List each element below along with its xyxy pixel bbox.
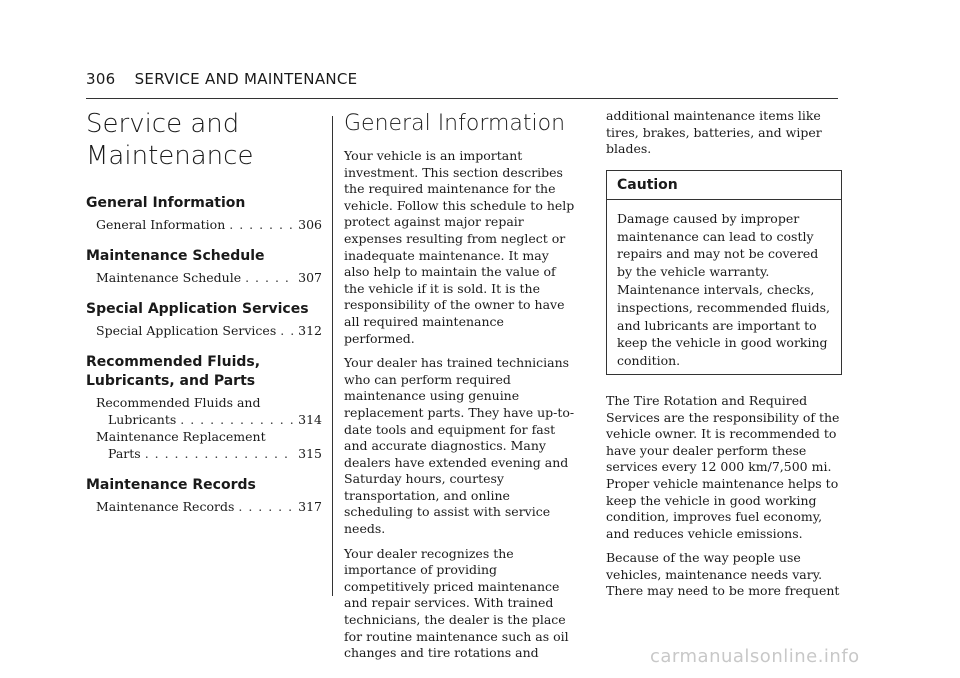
paragraph: Your dealer recognizes the importance of providing competitively priced maintenance and repair services. With trained technicians, the dealer is the place for routine maintenance such as oil changes and tire rotations and (344, 545, 569, 661)
watermark: carmanualsonline.info (650, 646, 860, 667)
toc-entry-recommended-fluids-lubricants[interactable]: Recommended Fluids and Lubricants . . . 314 (86, 394, 322, 428)
article-column-2 (606, 108, 842, 608)
toc-entry-general-information[interactable]: General Information . . . 306 (86, 216, 322, 233)
article-column-1 (344, 108, 576, 670)
page-number: 306 (86, 70, 116, 88)
caution-text: Damage caused by improper maintenance can lead to costly repairs and may not be covered by the vehicle warranty. Maintenance intervals, checks, inspections, recommended fluids, and lubricants are important to keep the vehicle in good working condition. (617, 210, 831, 369)
paragraph: The Tire Rotation and Required Services are the responsibility of the vehicle owner. It is recommended to have your dealer perform these services every 12 000 km/7,500 mi. Proper vehicle maintenance helps to keep the vehicle in good working condition, improves fuel economy, and reduces vehicle emissions. (606, 392, 840, 541)
paragraph: Your dealer has trained technicians who can perform required maintenance using genuine replacement parts. They have up-to-date tools and equipment for fast and accurate diagnostics. Many dealers have extended evening and Saturday hours, courtesy transportation, and online scheduling to assist with service needs. (344, 355, 575, 537)
toc-entry-maintenance-schedule[interactable]: Maintenance Schedule . . . 307 (86, 269, 322, 286)
toc-heading-maintenance-records: Maintenance Records (86, 477, 256, 493)
toc-entry-maintenance-replacement-parts[interactable]: Maintenance Replacement Parts . . . 315 (86, 428, 322, 462)
paragraph: additional maintenance items like tires, brakes, batteries, and wiper blades. (606, 108, 822, 157)
toc-heading-maintenance-schedule: Maintenance Schedule (86, 248, 265, 264)
toc-entry-maintenance-records[interactable]: Maintenance Records . . . 317 (86, 498, 322, 515)
caution-box (606, 170, 842, 375)
toc-heading-special-application-services: Special Application Services (86, 301, 309, 317)
toc-entry-special-application-services[interactable]: Special Application Services . . . 312 (86, 322, 322, 339)
toc-column (86, 108, 322, 515)
page-header (86, 70, 838, 99)
column-divider (332, 116, 333, 596)
toc-heading-general-information: General Information (86, 195, 246, 211)
chapter-title: Service and Maintenance (86, 109, 254, 171)
paragraph: Your vehicle is an important investment. This section describes the required maintenance for the vehicle. Follow this schedule to help protect against major repair expenses resulting from neglect or inadequate maintenance. It may also help to maintain the value of the vehicle if it is sold. It is the responsibility of the owner to have all required maintenance performed. (344, 148, 575, 346)
article-title: General Information (344, 111, 566, 136)
paragraph: Because of the way people use vehicles, maintenance needs vary. There may need to be more frequent (606, 550, 840, 599)
section-name: SERVICE AND MAINTENANCE (134, 70, 358, 88)
toc-heading-recommended-fluids: Recommended Fluids, Lubricants, and Parts (86, 354, 261, 389)
caution-heading: Caution (607, 171, 841, 200)
